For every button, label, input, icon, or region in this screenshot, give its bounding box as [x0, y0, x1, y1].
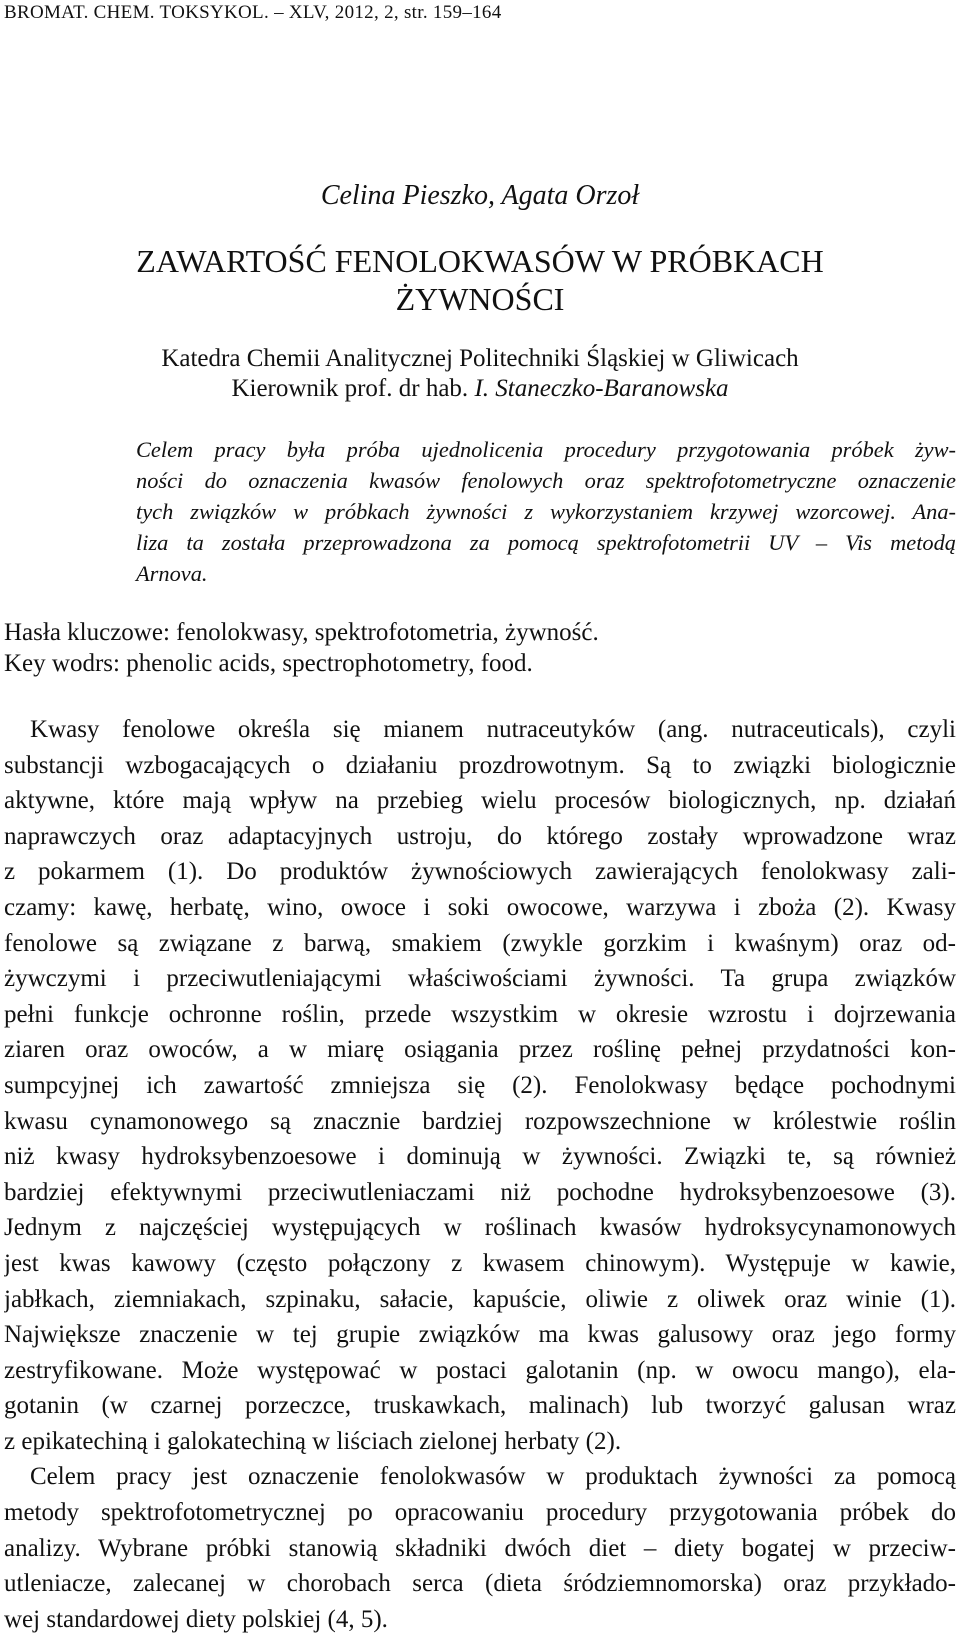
abstract-line: tych związków w próbkach żywności z wykorzystaniem krzywej wzorcowej. Ana-: [136, 499, 956, 524]
abstract-line: ności do oznaczenia kwasów fenolowych oraz spektrofotometryczne oznaczenie: [136, 468, 956, 493]
keywords: [4, 617, 599, 679]
body-line: Jednym z najczęściej występujących w roślinach kwasów hydroksycynamonowych: [4, 1214, 956, 1242]
body-line: fenolowe są związane z barwą, smakiem (zwykle gorzkim i kwaśnym) oraz od-: [4, 929, 956, 957]
keywords-polish: Hasła kluczowe: fenolokwasy, spektrofotometria, żywność.: [4, 619, 599, 646]
body-line: zestryfikowane. Może występować w postaci galotanin (np. w owocu mango), ela-: [4, 1356, 956, 1384]
body-line: bardziej efektywnymi przeciwutleniaczami niż pochodne hydroksybenzoesowe (3).: [4, 1178, 956, 1206]
article-authors: Celina Pieszko, Agata Orzoł: [320, 180, 640, 211]
body-line: ziaren oraz owoców, a w miarę osiągania przez roślinę pełnej przydatności kon-: [4, 1036, 956, 1064]
keywords-english: Key wodrs: phenolic acids, spectrophotometry, food.: [4, 650, 533, 677]
body-line: z epikatechiną i galokatechiną w liściach zielonej herbaty (2).: [4, 1427, 622, 1455]
body-line: czamy: kawę, herbatę, wino, owoce i soki owocowe, warzywa i zboża (2). Kwasy: [4, 893, 956, 921]
body-line: gotanin (w czarnej porzeczce, truskawkach, malinach) lub tworzyć galusan wraz: [4, 1392, 956, 1420]
body-line: niż kwasy hydroksybenzoesowe i dominują w żywności. Związki te, są również: [4, 1143, 956, 1171]
body-line: aktywne, które mają wpływ na przebieg wielu procesów biologicznych, np. działań: [4, 787, 956, 815]
journal-citation: BROMAT. CHEM. TOKSYKOL. – XLV, 2012, 2, str. 159–164: [4, 2, 502, 23]
title-line: ZAWARTOŚĆ FENOLOKWASÓW W PRÓBKACH: [136, 243, 824, 279]
affiliation: [0, 344, 960, 404]
affiliation-department: Katedra Chemii Analitycznej Politechniki Śląskiej w Gliwicach: [161, 345, 799, 372]
abstract-line: Celem pracy była próba ujednolicenia procedury przygotowania próbek żyw-: [136, 437, 956, 462]
body-line: jabłkach, ziemniakach, szpinaku, sałacie, kapuście, oliwie z oliwek oraz winie (1).: [4, 1285, 956, 1313]
abstract: [136, 434, 956, 589]
body-line: żywczymi i przeciwutleniającymi właściwościami żywności. Ta grupa związków: [4, 965, 956, 993]
affiliation-head: [0, 374, 960, 404]
body-line: pełni funkcje ochronne roślin, przede wszystkim w okresie wzrostu i dojrzewania: [4, 1000, 956, 1028]
body-line: naprawczych oraz adaptacyjnych ustroju, do którego zostały wprowadzone wraz: [4, 822, 956, 850]
abstract-line: liza ta została przeprowadzona za pomocą spektrofotometrii UV – Vis metodą: [136, 530, 956, 555]
affiliation-head-name: I. Staneczko-Baranowska: [474, 375, 729, 402]
body-line: utleniacze, zalecanej w chorobach serca (dieta śródziemnomorska) oraz przykłado-: [4, 1570, 956, 1598]
body-line: wej standardowej diety polskiej (4, 5).: [4, 1605, 388, 1633]
body-line: z pokarmem (1). Do produktów żywnościowych zawierających fenolokwasy zali-: [4, 858, 956, 886]
body-line: Celem pracy jest oznaczenie fenolokwasów w produktach żywności za pomocą: [30, 1463, 956, 1491]
body-line: jest kwas kawowy (często połączony z kwasem chinowym). Występuje w kawie,: [4, 1249, 956, 1277]
body-line: Kwasy fenolowe określa się mianem nutraceutyków (ang. nutraceuticals), czyli: [30, 716, 956, 743]
body-line: substancji wzbogacających o działaniu prozdrowotnym. Są to związki biologicznie: [4, 751, 956, 779]
body-text: [4, 712, 956, 1637]
body-line: Największe znaczenie w tej grupie związków ma kwas galusowy oraz jego formy: [4, 1321, 956, 1349]
article-title: [0, 242, 960, 318]
abstract-line: Arnova.: [136, 561, 208, 586]
body-line: analizy. Wybrane próbki stanowią składniki dwóch diet – diety bogatej w przeciw-: [4, 1534, 956, 1562]
body-line: metody spektrofotometrycznej po opracowaniu procedury przygotowania próbek do: [4, 1499, 956, 1527]
title-line: ŻYWNOŚCI: [395, 281, 565, 317]
body-line: kwasu cynamonowego są znacznie bardziej rozpowszechnione w królestwie roślin: [4, 1107, 956, 1135]
body-line: sumpcyjnej ich zawartość zmniejsza się (2). Fenolokwasy będące pochodnymi: [4, 1071, 956, 1099]
affiliation-head-title: Kierownik prof. dr hab.: [231, 375, 475, 402]
